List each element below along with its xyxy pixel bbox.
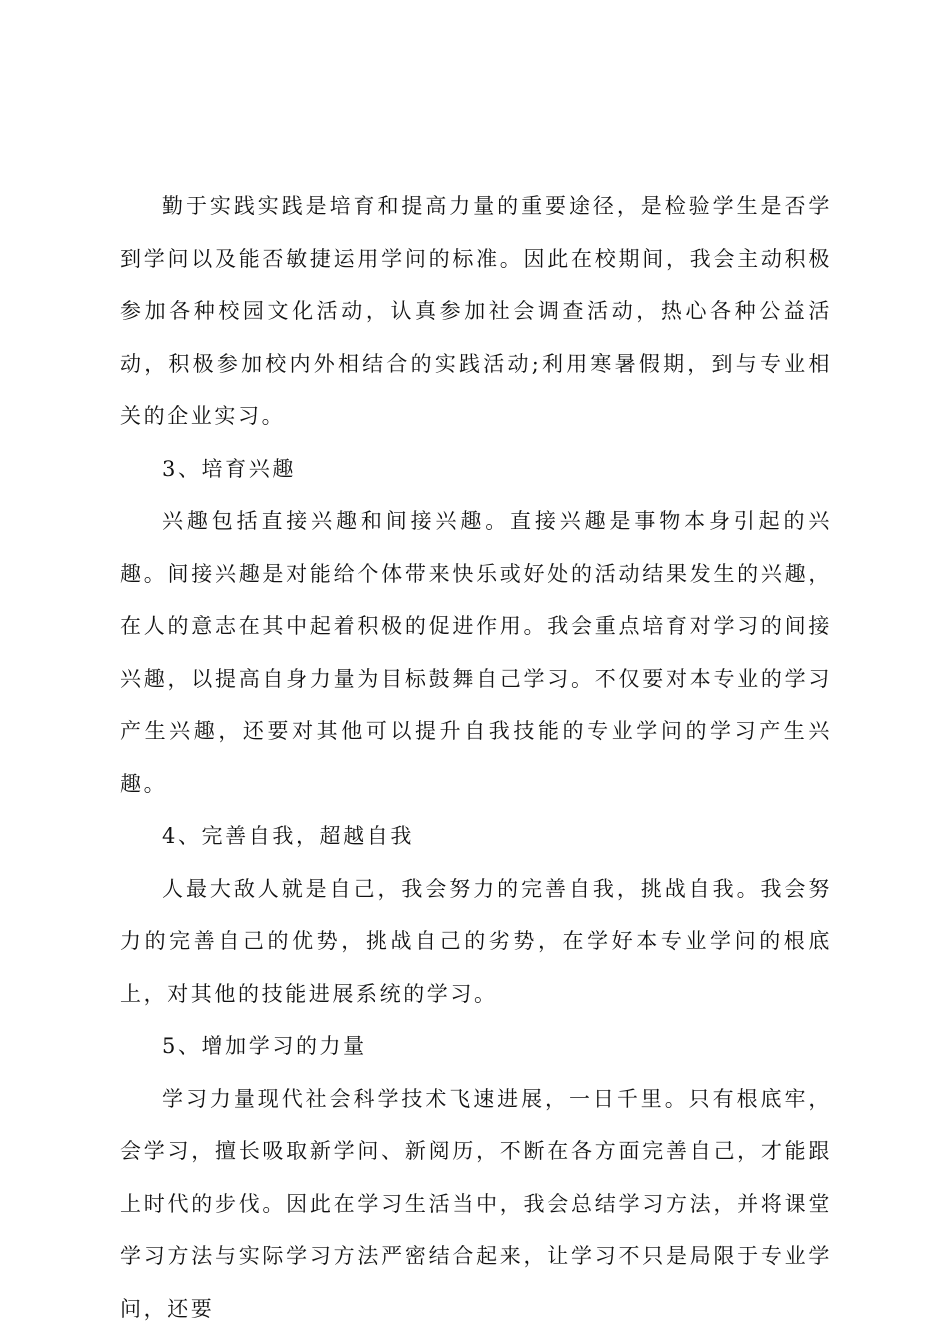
paragraph-interest: 兴趣包括直接兴趣和间接兴趣。直接兴趣是事物本身引起的兴趣。间接兴趣是对能给个体带来快乐或好处的活动结果发生的兴趣，在人的意志在其中起着积极的促进作用。我会重点培育对学习的间接兴趣，以提高自身力量为目标鼓舞自己学习。不仅要对本专业的学习产生兴趣，还要对其他可以提升自我技能的专业学问的学习产生兴趣。 [120, 509, 832, 796]
heading-cultivate-interest: 3、培育兴趣 [162, 456, 296, 481]
paragraph-practice: 勤于实践实践是培育和提高力量的重要途径，是检验学生是否学到学问以及能否敏捷运用学问的标准。因此在校期间，我会主动积极参加各种校园文化活动，认真参加社会调查活动，热心各种公益活动，积极参加校内外相结合的实践活动;利用寒暑假期，到与专业相关的企业实习。 [120, 194, 832, 428]
heading-learning-ability: 5、增加学习的力量 [162, 1034, 367, 1058]
paragraph-self: 人最大敌人就是自己，我会努力的完善自我，挑战自我。我会努力的完善自己的优势，挑战自己的劣势，在学好本专业学问的根底上，对其他的技能进展系统的学习。 [120, 876, 832, 1006]
document-body [120, 180, 832, 1335]
paragraph-learning: 学习力量现代社会科学技术飞速进展，一日千里。只有根底牢，会学习，擅长吸取新学问、新阅历，不断在各方面完善自己，才能跟上时代的步伐。因此在学习生活当中，我会总结学习方法，并将课堂学习方法与实际学习方法严密结合起来，让学习不只是局限于专业学问，还要 [120, 1086, 832, 1321]
heading-improve-self: 4、完善自我，超越自我 [162, 824, 414, 848]
